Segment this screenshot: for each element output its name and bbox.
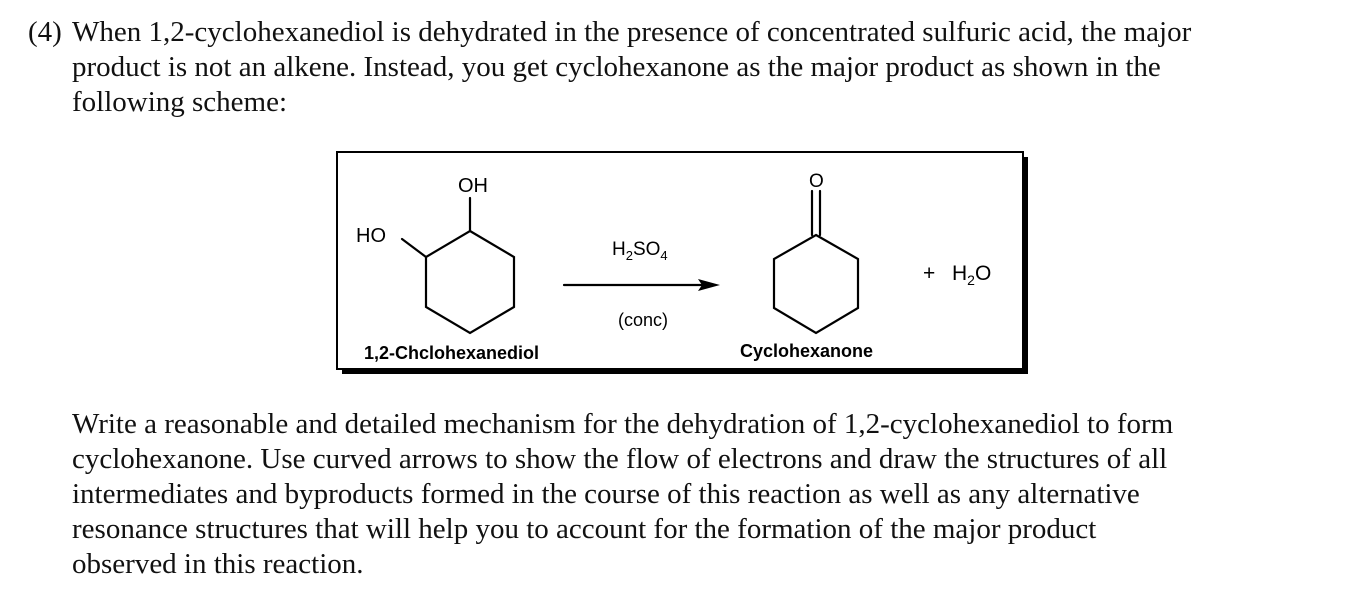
product-cyclohexanone-ring bbox=[774, 235, 858, 333]
reactant-ho-label: HO bbox=[356, 225, 386, 247]
product-name: Cyclohexanone bbox=[740, 341, 874, 361]
reagent-label: $H_2SO_4$ bbox=[612, 239, 668, 263]
reaction-scheme bbox=[336, 151, 1030, 376]
task-line-5: observed in this reaction. bbox=[72, 548, 364, 580]
byproduct-plus: + bbox=[923, 262, 936, 285]
intro-line-3: following scheme: bbox=[72, 86, 288, 118]
reactant-ho-bond bbox=[402, 239, 426, 257]
question-intro bbox=[28, 15, 1328, 120]
intro-line-1: When 1,2-cyclohexanediol is dehydrated in the presence of concentrated sulfuric acid, the major bbox=[72, 16, 1192, 48]
product-oxygen-label: O bbox=[809, 171, 824, 192]
task-line-3: intermediates and byproducts formed in the course of this reaction as well as any alternative bbox=[72, 478, 1140, 510]
task-line-2: cyclohexanone. Use curved arrows to show the flow of electrons and draw the structures of all bbox=[72, 443, 1168, 475]
reactant-name: 1,2-Chclohexanediol bbox=[364, 343, 540, 363]
reactant-oh-label: OH bbox=[458, 175, 488, 197]
intro-line-2: product is not an alkene. Instead, you get cyclohexanone as the major product as shown in the bbox=[72, 51, 1161, 83]
scheme-drawing bbox=[338, 153, 1026, 372]
scheme-box bbox=[336, 151, 1024, 370]
reagent-condition: (conc) bbox=[618, 310, 669, 330]
task-line-4: resonance structures that will help you to account for the formation of the major product bbox=[72, 513, 1097, 545]
reactant-cyclohexane-ring bbox=[426, 231, 514, 333]
byproduct-water-label: $H_2O$ bbox=[952, 262, 992, 288]
task-line-1: Write a reasonable and detailed mechanism for the dehydration of 1,2-cyclohexanediol to form bbox=[72, 408, 1174, 440]
question-number: (4) bbox=[28, 16, 62, 48]
question-task bbox=[72, 407, 1332, 582]
